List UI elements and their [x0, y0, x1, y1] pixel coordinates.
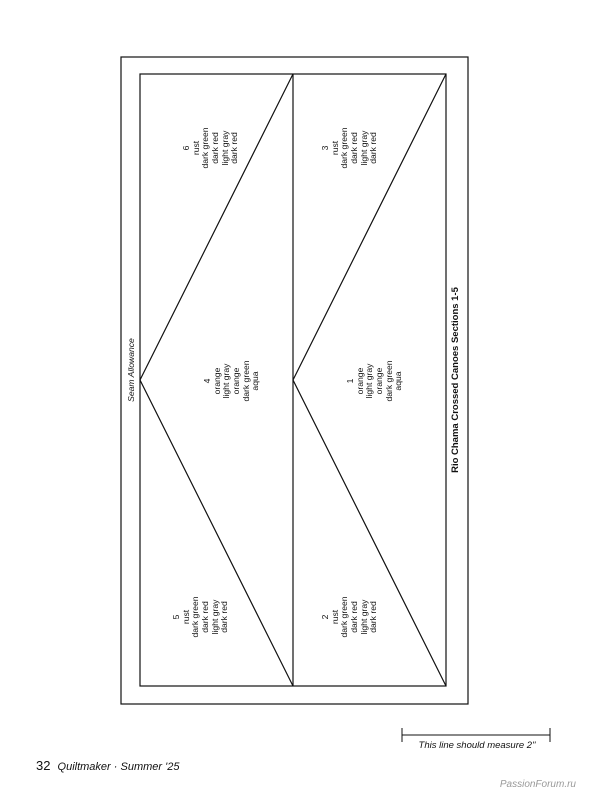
section-number: 5 [171, 614, 182, 620]
fabric-color: orange [211, 367, 222, 395]
fabric-color: dark green [190, 596, 201, 638]
fabric-color: dark green [339, 127, 350, 169]
fabric-color: dark red [200, 601, 210, 633]
fabric-color: dark red [368, 132, 379, 164]
fabric-color: dark green [240, 360, 251, 402]
fabric-color: rust [190, 140, 201, 156]
fabric-color: orange [354, 367, 365, 395]
fabric-color: dark red [349, 601, 359, 633]
section-number: 1 [345, 378, 356, 384]
section-3-label [320, 88, 380, 208]
fabric-color: light gray [364, 363, 375, 399]
section-number: 6 [181, 145, 192, 151]
section-number: 3 [320, 145, 331, 151]
section-1-label [345, 321, 405, 441]
section-5-label [171, 557, 231, 677]
section-4-label [202, 321, 262, 441]
fabric-color: orange [374, 367, 384, 395]
fabric-color: light gray [209, 599, 220, 635]
section-6-label [181, 88, 241, 208]
fabric-color: dark green [200, 127, 211, 169]
page-footer [36, 758, 179, 775]
seam-allowance-label: Seam Allowance [126, 338, 136, 402]
fabric-color: rust [329, 140, 340, 156]
fabric-color: rust [329, 609, 340, 625]
fabric-color: light gray [221, 363, 232, 399]
fabric-color: dark red [349, 132, 359, 164]
section-number: 2 [320, 614, 331, 620]
fabric-color: dark red [368, 601, 379, 633]
fabric-color: dark green [339, 596, 350, 638]
fabric-color: dark red [219, 601, 230, 633]
fabric-color: light gray [219, 130, 230, 166]
fabric-color: rust [180, 609, 191, 625]
measure-caption: This line should measure 2" [418, 740, 536, 751]
fabric-color: light gray [358, 130, 369, 166]
fabric-color: aqua [250, 371, 261, 391]
fabric-color: dark red [229, 132, 240, 164]
watermark: PassionForum.ru [499, 779, 576, 790]
section-2-label [320, 557, 380, 677]
fabric-color: light gray [358, 599, 369, 635]
section-number: 4 [202, 378, 213, 384]
publication-name: Quiltmaker · Summer '25 [57, 761, 180, 773]
fabric-color: dark green [383, 360, 394, 402]
fabric-color: orange [231, 367, 241, 395]
fabric-color: dark red [210, 132, 220, 164]
page-number: 32 [36, 758, 51, 773]
fabric-color: aqua [393, 371, 404, 391]
pattern-title: Rio Chama Crossed Canoes Sections 1-5 [450, 287, 461, 473]
